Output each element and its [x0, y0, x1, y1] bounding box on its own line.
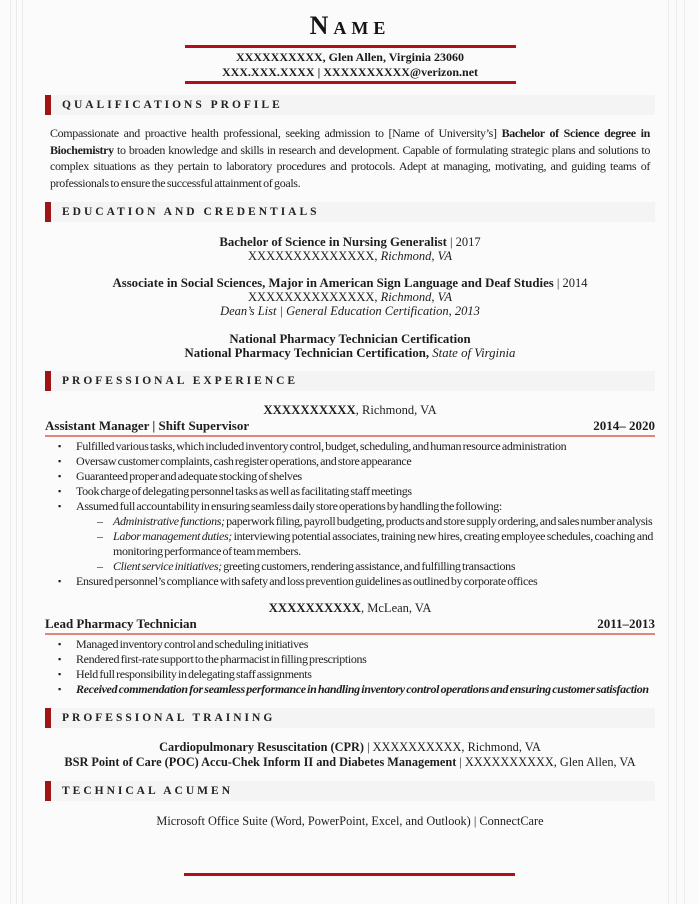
qualifications-paragraph — [50, 125, 650, 191]
job-bullet: ▪ Guaranteed proper and adequate stocking of shelves — [57, 469, 653, 484]
section-title: PROFESSIONAL EXPERIENCE — [62, 375, 299, 387]
certification-detail — [45, 346, 655, 360]
training-list — [45, 740, 655, 770]
paragraph-text: Compassionate and proactive health professional, seeking admission to [Name of University’s] — [50, 126, 502, 140]
job-title: Assistant Manager | Shift Supervisor — [45, 418, 250, 433]
company-name: XXXXXXXXXX — [263, 403, 356, 417]
certification-title: National Pharmacy Technician Certification — [229, 332, 471, 346]
job-title: Lead Pharmacy Technician — [45, 616, 197, 631]
school-line — [45, 290, 655, 304]
degree-line — [45, 276, 655, 290]
company-location: , Richmond, VA — [355, 403, 437, 417]
job-bullet: ▪ Held full responsibility in delegating staff assignments — [57, 667, 653, 682]
section-accent-bar — [45, 708, 51, 728]
sub-bullet-text: greeting customers, rendering assistance, and fulfilling transactions — [221, 559, 516, 573]
certification-name: National Pharmacy Technician Certification, — [184, 346, 430, 360]
header-rule-top — [185, 45, 516, 48]
section-title: TECHNICAL ACUMEN — [62, 785, 234, 797]
section-accent-bar — [45, 371, 51, 391]
sub-bullet-text: paperwork filing, payroll budgeting, products and store supply ordering, and sales number analysis — [224, 514, 653, 528]
contact-phone-email: XXX.XXX.XXXX | XXXXXXXXXX@verizon.net — [221, 64, 479, 79]
education-note: Dean’s List | General Education Certification, 2013 — [220, 304, 480, 318]
page-edge-texture — [16, 0, 17, 904]
training-detail: | XXXXXXXXXX, Richmond, VA — [364, 740, 541, 754]
section-accent-bar — [45, 95, 51, 115]
training-title: Cardiopulmonary Resuscitation (CPR) — [159, 740, 365, 754]
job-entry — [45, 601, 655, 697]
section-heading-experience — [45, 371, 655, 391]
paragraph-bold-degree: Bachelor of Science degree in Biochemistry — [50, 126, 650, 157]
sub-bullet-lead: Labor management duties; — [113, 529, 232, 543]
footer-rule — [184, 873, 515, 876]
school-location: Richmond, VA — [377, 290, 452, 304]
job-sub-bullet-list — [76, 514, 653, 574]
job-company-line — [45, 403, 655, 417]
section-accent-bar — [45, 781, 51, 801]
job-bullet: ▪ Rendered first-rate support to the pharmacist in filling prescriptions — [57, 652, 653, 667]
job-bullet-list — [45, 439, 655, 589]
section-heading-education — [45, 202, 655, 222]
degree-year: | 2017 — [446, 235, 481, 249]
job-title-row — [45, 417, 655, 437]
job-dates: 2014– 2020 — [593, 418, 655, 433]
job-title-row — [45, 615, 655, 635]
section-title: PROFESSIONAL TRAINING — [62, 712, 276, 724]
job-bullet: ▪ Managed inventory control and scheduling initiatives — [57, 637, 653, 652]
section-accent-bar — [45, 202, 51, 222]
section-heading-technical — [45, 781, 655, 801]
degree-title: Associate in Social Sciences, Major in American Sign Language and Deaf Studies — [112, 276, 554, 290]
job-bullet: ▪ Fulfilled various tasks, which included inventory control, budget, scheduling, and human resource administration — [57, 439, 653, 454]
paragraph-text: to broaden knowledge and skills in research and development. Capable of formulating strategic plans and solutions to complex situations as they pertain to laboratory procedures and protocols. Adept at managing, motivating, and guiding teams of professionals to ensure the successful attainment of goals. — [50, 142, 650, 190]
job-bullet — [57, 499, 653, 574]
education-entry — [45, 235, 655, 263]
job-bullet-highlight: ▪ Received commendation for seamless performance in handling inventory control operations and ensuring customer satisfaction — [57, 682, 653, 697]
degree-year: | 2014 — [553, 276, 588, 290]
school-location: Richmond, VA — [377, 249, 452, 263]
certification-block — [45, 332, 655, 360]
degree-line — [45, 235, 655, 249]
contact-address: XXXXXXXXXX, Glen Allen, Virginia 23060 — [235, 50, 464, 64]
header-rule-bottom — [185, 81, 516, 84]
sub-bullet-text: interviewing potential associates, training new hires, creating employee schedules, coaching and monitoring performance of team members. — [113, 529, 653, 558]
school-name: XXXXXXXXXXXXXX, — [248, 290, 378, 304]
job-sub-bullet — [97, 529, 653, 559]
candidate-name: Name — [309, 11, 391, 40]
section-heading-qualifications — [45, 95, 655, 115]
job-entry — [45, 403, 655, 589]
page-edge-texture — [684, 0, 685, 904]
company-location: , McLean, VA — [361, 601, 432, 615]
training-title: BSR Point of Care (POC) Accu-Chek Inform II and Diabetes Management — [64, 755, 457, 769]
job-bullet: ▪ Oversaw customer complaints, cash register operations, and store appearance — [57, 454, 653, 469]
job-bullet: ▪ Took charge of delegating personnel tasks as well as facilitating staff meetings — [57, 484, 653, 499]
job-sub-bullet — [97, 514, 653, 529]
job-bullet: ▪ Ensured personnel’s compliance with safety and loss prevention guidelines as outlined by corporate offices — [57, 574, 653, 589]
certification-state: State of Virginia — [429, 346, 516, 360]
page-edge-texture — [668, 0, 669, 904]
education-entry — [45, 276, 655, 318]
job-bullet-list — [45, 637, 655, 697]
technical-skills-line: Microsoft Office Suite (Word, PowerPoint, Excel, and Outlook) | ConnectCare — [156, 814, 544, 828]
company-name: XXXXXXXXXX — [268, 601, 362, 615]
training-item — [45, 740, 655, 755]
page-edge-texture — [676, 0, 677, 904]
degree-title: Bachelor of Science in Nursing Generalist — [219, 235, 447, 249]
page-edge-texture — [22, 0, 23, 904]
training-item — [45, 755, 655, 770]
sub-bullet-lead: Administrative functions; — [113, 514, 225, 528]
section-title: EDUCATION AND CREDENTIALS — [62, 206, 320, 218]
job-company-line — [45, 601, 655, 615]
school-name: XXXXXXXXXXXXXX, — [248, 249, 378, 263]
school-line — [45, 249, 655, 263]
training-detail: | XXXXXXXXXX, Glen Allen, VA — [456, 755, 636, 769]
job-dates: 2011–2013 — [597, 616, 655, 631]
section-heading-training — [45, 708, 655, 728]
job-sub-bullet — [97, 559, 653, 574]
sub-bullet-lead: Client service initiatives; — [113, 559, 222, 573]
job-bullet-text: Assumed full accountability in ensuring seamless daily store operations by handling the following: — [76, 499, 502, 513]
section-title: QUALIFICATIONS PROFILE — [62, 99, 283, 111]
page-edge-texture — [10, 0, 11, 904]
